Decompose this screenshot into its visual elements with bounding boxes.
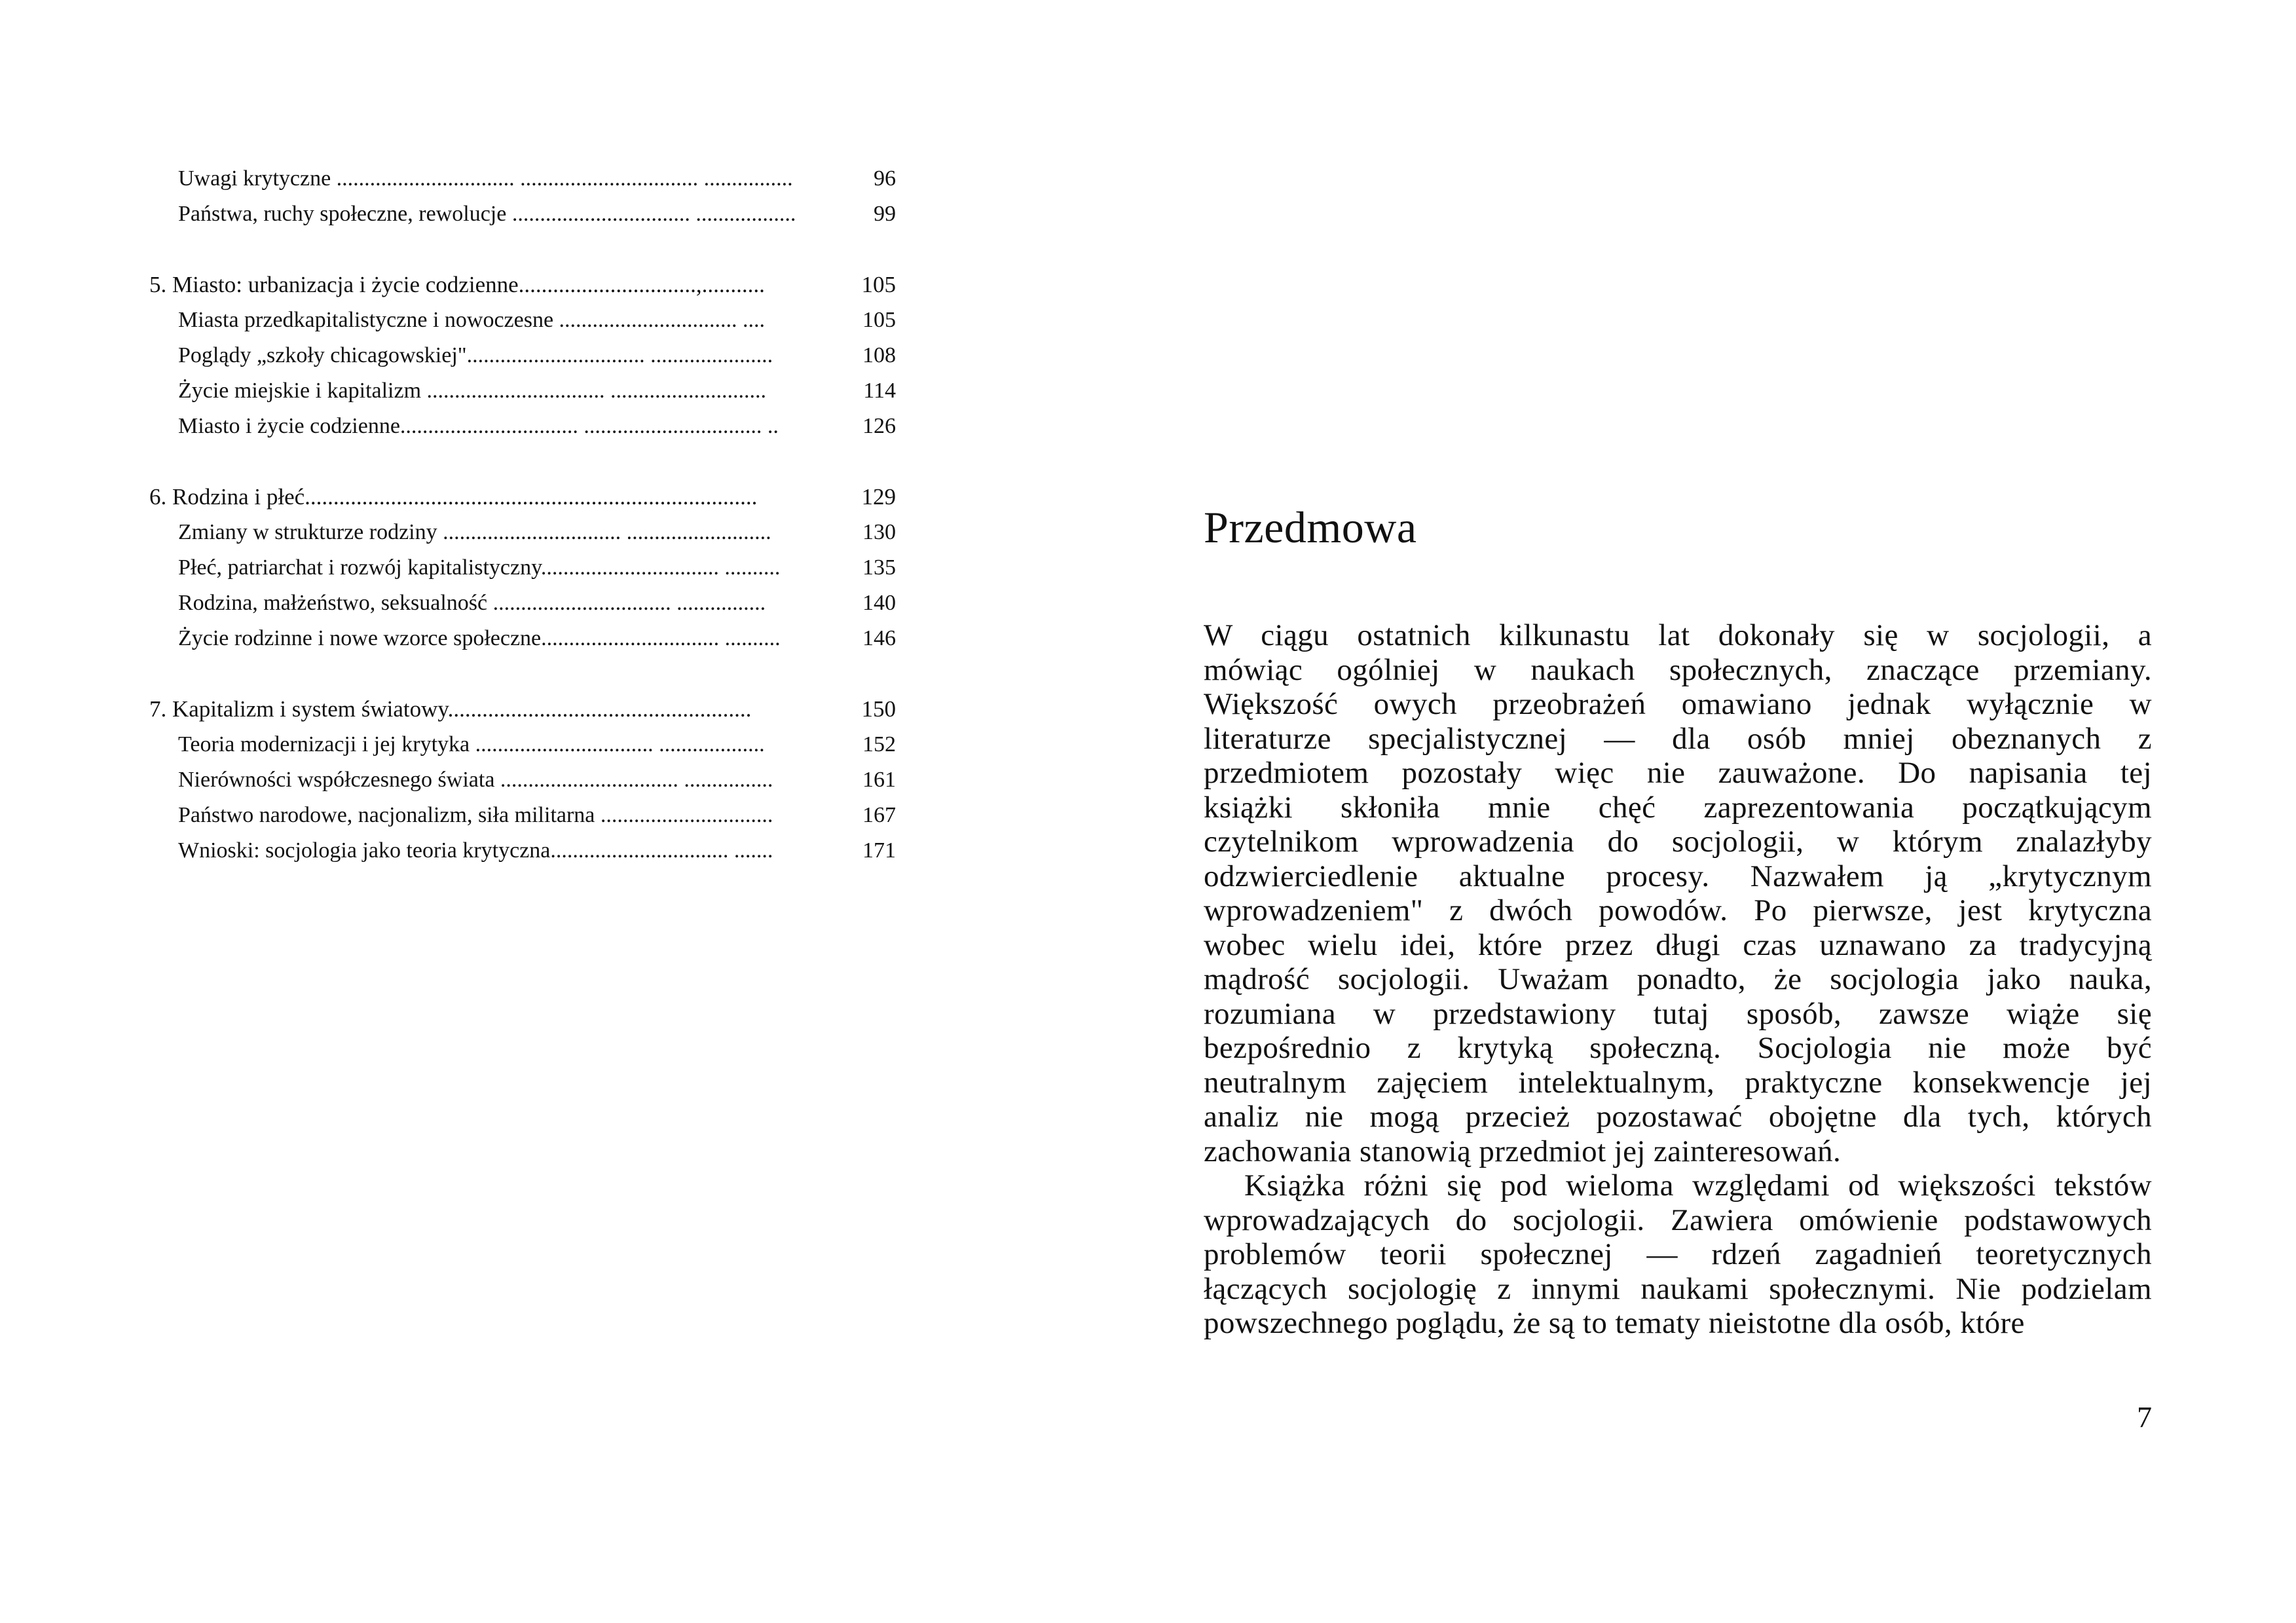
preface-line: wprowadzeniem" z dwóch powodów. Po pierwsze, jest krytyczna <box>1204 893 2152 927</box>
toc-chapter-entry <box>149 692 896 727</box>
toc-entry-page: 140 <box>862 591 896 615</box>
toc-entry-page: 135 <box>862 555 896 580</box>
toc-entry-title: Wnioski: socjologia jako teoria krytyczna................................ ....... <box>178 838 773 863</box>
toc-entry-title: Życie miejskie i kapitalizm ................................ ............................ <box>178 379 767 403</box>
preface-body <box>1204 618 2152 1341</box>
preface-line: czytelnikom wprowadzenia do socjologii, w którym znalazłyby <box>1204 825 2152 859</box>
preface-line: Większość owych przeobrażeń omawiano jednak wyłącznie w <box>1204 687 2152 721</box>
preface-line: bezpośrednio z krytyką społeczną. Socjologia nie może być <box>1204 1031 2152 1065</box>
toc-entry-page: 161 <box>862 768 896 792</box>
preface-line: zachowania stanowią przedmiot jej zainteresowań. <box>1204 1134 1842 1168</box>
preface-line: wprowadzających do socjologii. Zawiera omówienie podstawowych <box>1204 1203 2152 1237</box>
preface-line: książki skłoniła mnie chęć zaprezentowania początkującym <box>1204 790 2152 825</box>
toc-section-entry <box>149 550 896 586</box>
toc-section-entry <box>149 798 896 833</box>
preface-line: rozumiana w przedstawiony tutaj sposób, zawsze wiąże się <box>1204 996 2152 1031</box>
preface-line: problemów teorii społecznej — rdzeń zagadnień teoretycznych <box>1204 1237 2152 1271</box>
toc-entry-page: 150 <box>861 696 896 722</box>
toc-entry-title: Państwa, ruchy społeczne, rewolucje ................................ .................. <box>178 202 796 226</box>
preface-line: powszechnego poglądu, że są to tematy nieistotne dla osób, które <box>1204 1306 2025 1340</box>
preface-line: neutralnym zajęciem intelektualnym, praktyczne konsekwencje jej <box>1204 1065 2152 1100</box>
toc-entry-title: Państwo narodowe, nacjonalizm, siła militarna ............................... <box>178 803 773 827</box>
toc-entry-title: Życie rodzinne i nowe wzorce społeczne................................ .......... <box>178 626 781 650</box>
toc-section-entry <box>149 621 896 656</box>
preface-section <box>1204 498 2152 1341</box>
toc-entry-title: 6. Rodzina i płeć............................................................................... <box>149 484 758 510</box>
toc-group-gap <box>149 444 896 479</box>
toc-group-gap <box>149 656 896 692</box>
preface-line: W ciągu ostatnich kilkunastu lat dokonały się w socjologii, a <box>1204 618 2152 652</box>
toc-entry-page: 146 <box>862 626 896 650</box>
toc-entry-title: Teoria modernizacji i jej krytyka ................................ ................... <box>178 732 765 756</box>
preface-paragraph <box>1204 1168 2152 1341</box>
toc-section-entry <box>149 338 896 373</box>
toc-entry-page: 105 <box>862 308 896 332</box>
toc-section-entry <box>149 409 896 444</box>
toc-group-gap <box>149 232 896 267</box>
toc-entry-page: 171 <box>862 838 896 863</box>
toc-entry-title: Płeć, patriarchat i rozwój kapitalistyczny................................ .......... <box>178 555 781 580</box>
preface-line: łączących socjologię z innymi naukami społecznymi. Nie podzielam <box>1204 1271 2152 1306</box>
toc-section-entry <box>149 515 896 550</box>
toc-entry-page: 130 <box>862 520 896 544</box>
preface-title: Przedmowa <box>1204 502 1417 552</box>
toc-section-entry <box>149 833 896 868</box>
preface-line: mówiąc ogólniej w naukach społecznych, znaczące przemiany. <box>1204 652 2152 687</box>
preface-paragraph <box>1204 618 2152 1168</box>
toc-entry-title: Zmiany w strukturze rodziny ................................ .......................... <box>178 520 771 544</box>
toc-entry-title: Miasto i życie codzienne................................ ................................ .. <box>178 414 779 438</box>
preface-line: literaturze specjalistycznej — dla osób mniej obeznanych z <box>1204 721 2152 756</box>
toc-section-entry <box>149 303 896 338</box>
toc-entry-title: Rodzina, małżeństwo, seksualność ................................ ................ <box>178 591 766 615</box>
toc-section-entry <box>149 373 896 409</box>
toc-entry-title: Poglądy „szkoły chicagowskiej"................................ ...................... <box>178 343 773 367</box>
toc-section-entry <box>149 762 896 798</box>
toc-entry-title: Uwagi krytyczne ................................ ................................ ................ <box>178 166 793 191</box>
toc-section-entry <box>149 727 896 762</box>
toc-entry-title: 7. Kapitalizm i system światowy..................................................... <box>149 696 752 722</box>
toc-section-entry <box>149 586 896 621</box>
preface-line: przedmiotem pozostały więc nie zauważone. Do napisania tej <box>1204 756 2152 790</box>
toc-section-entry <box>149 196 896 232</box>
preface-line: mądrość socjologii. Uważam ponadto, że socjologia jako nauka, <box>1204 962 2152 996</box>
toc-entry-page: 167 <box>862 803 896 827</box>
toc-entry-page: 99 <box>874 202 896 226</box>
toc-entry-title: Nierówności współczesnego świata ................................ ................ <box>178 768 773 792</box>
toc-entry-page: 114 <box>863 379 896 403</box>
toc-entry-page: 126 <box>862 414 896 438</box>
toc-entry-page: 129 <box>861 484 896 510</box>
toc-chapter-entry <box>149 267 896 303</box>
preface-line: wobec wielu idei, które przez długi czas uznawano za tradycyjną <box>1204 927 2152 962</box>
toc-entry-page: 152 <box>862 732 896 756</box>
preface-line: odzwierciedlenie aktualne procesy. Nazwałem ją „krytycznym <box>1204 859 2152 893</box>
toc-entry-page: 96 <box>874 166 896 191</box>
preface-line: analiz nie mogą przecież pozostawać obojętne dla tych, których <box>1204 1100 2152 1134</box>
toc-chapter-entry <box>149 479 896 515</box>
toc-entry-page: 105 <box>861 272 896 297</box>
toc-entry-title: 5. Miasto: urbanizacja i życie codzienne...............................,........... <box>149 272 765 297</box>
table-of-contents <box>149 161 896 868</box>
page-number: 7 <box>2137 1400 2152 1434</box>
preface-line: Książka różni się pod wieloma względami od większości tekstów <box>1244 1168 2152 1203</box>
toc-section-entry <box>149 161 896 196</box>
toc-entry-title: Miasta przedkapitalistyczne i nowoczesne ................................ .... <box>178 308 766 332</box>
toc-entry-page: 108 <box>862 343 896 367</box>
